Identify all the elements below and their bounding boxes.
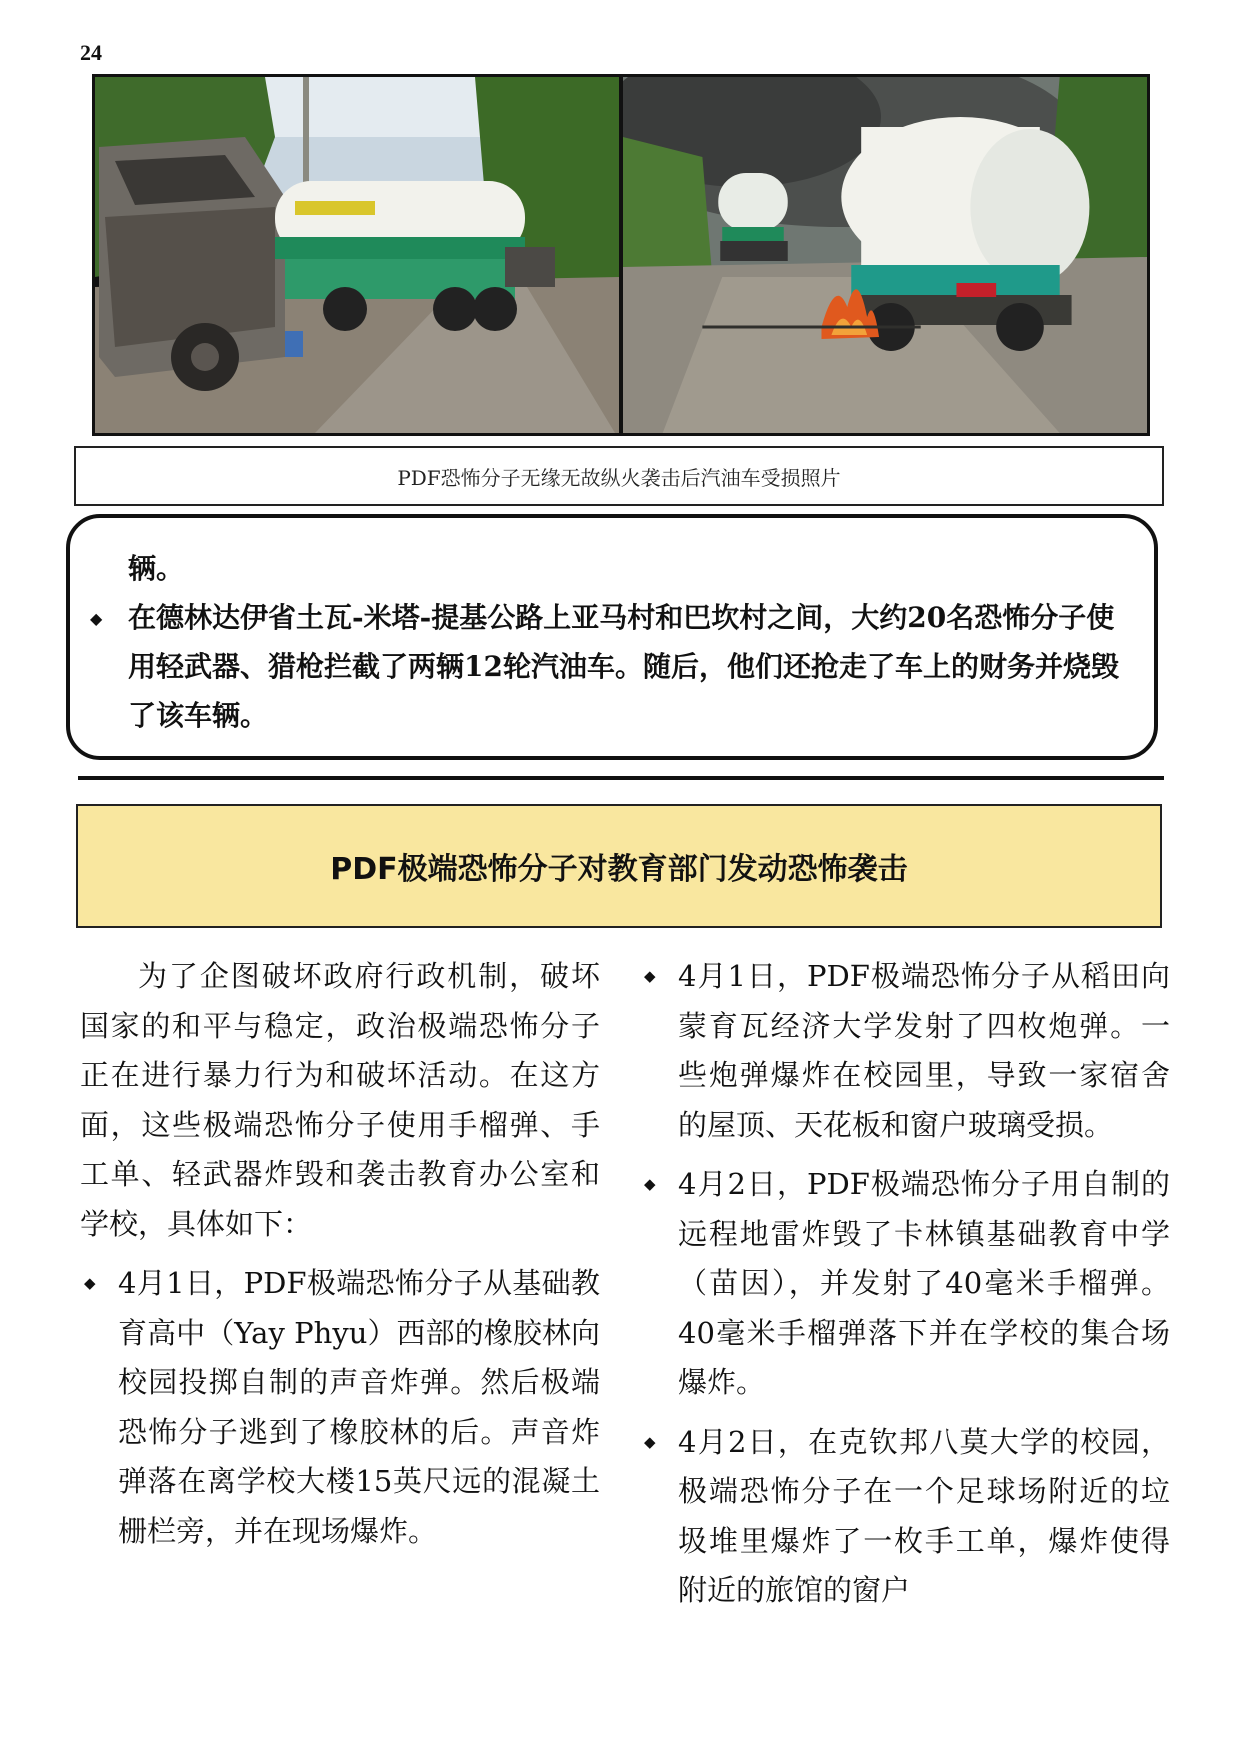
photo-row bbox=[92, 74, 1150, 436]
left-column bbox=[80, 952, 600, 1556]
list-item-text: 4月1日，PDF极端恐怖分子从稻田向蒙育瓦经济大学发射了四枚炮弹。一些炮弹爆炸在校园里，导致一家宿舍的屋顶、天花板和窗户玻璃受损。 bbox=[678, 959, 1170, 1142]
list-item-text: 4月2日，在克钦邦八莫大学的校园，极端恐怖分子在一个足球场附近的垃圾堆里爆炸了一枚手工单，爆炸使得附近的旅馆的窗户 bbox=[678, 1424, 1170, 1607]
photo-caption-text: PDF恐怖分子无缘无故纵火袭击后汽油车受损照片 bbox=[397, 465, 841, 490]
burned-tanker-illustration bbox=[95, 77, 619, 433]
right-column bbox=[640, 952, 1170, 1616]
bullet-diamond-icon: ◆ bbox=[90, 609, 103, 628]
incident-box-text bbox=[128, 544, 1142, 740]
list-item bbox=[80, 1259, 600, 1556]
burning-tanker-illustration bbox=[623, 77, 1147, 433]
list-item bbox=[640, 952, 1170, 1150]
horizontal-rule bbox=[78, 776, 1164, 780]
incident-bullet: 在德林达伊省土瓦-米塔-提基公路上亚马村和巴坎村之间，大约20名恐怖分子使用轻武器、猎枪拦截了两辆12轮汽油车。随后，他们还抢走了车上的财务并烧毁了该车辆。 bbox=[128, 601, 1119, 732]
page-number: 24 bbox=[80, 40, 102, 65]
incident-box bbox=[66, 514, 1158, 760]
bullet-diamond-icon: ◆ bbox=[644, 1432, 656, 1451]
bullet-diamond-icon: ◆ bbox=[644, 967, 656, 985]
near-tanker bbox=[841, 117, 1089, 351]
list-item-text: 4月2日，PDF极端恐怖分子用自制的远程地雷炸毁了卡林镇基础教育中学（苗因），并发射了40毫米手榴弹。40毫米手榴弹落下并在学校的集合场爆炸。 bbox=[678, 1167, 1170, 1399]
section-title: PDF极端恐怖分子对教育部门发动恐怖袭击 bbox=[330, 852, 908, 887]
photo-caption bbox=[74, 446, 1164, 506]
continued-line: 辆。 bbox=[128, 552, 185, 585]
section-banner bbox=[76, 804, 1162, 928]
far-tanker bbox=[718, 173, 787, 261]
list-item-text: 4月1日，PDF极端恐怖分子从基础教育高中（Yay Phyu）西部的橡胶林向校园投掷自制的声音炸弹。然后极端恐怖分子逃到了橡胶林的后。声音炸弹落在离学校大楼15英尺远的混凝土栅栏旁，并在现场爆炸。 bbox=[118, 1266, 600, 1548]
burned-tanker-photo bbox=[95, 77, 623, 433]
list-item bbox=[640, 1418, 1170, 1616]
burning-tanker-photo bbox=[623, 77, 1147, 433]
intro-paragraph: 为了企图破坏政府行政机制，破坏国家的和平与稳定，政治极端恐怖分子正在进行暴力行为和破坏活动。在这方面，这些极端恐怖分子使用手榴弹、手工单、轻武器炸毁和袭击教育办公室和学校，具体如下： bbox=[80, 959, 600, 1241]
bullet-diamond-icon: ◆ bbox=[644, 1175, 656, 1193]
list-item bbox=[640, 1160, 1170, 1408]
burned-cab bbox=[99, 137, 285, 391]
bullet-diamond-icon: ◆ bbox=[84, 1274, 96, 1292]
